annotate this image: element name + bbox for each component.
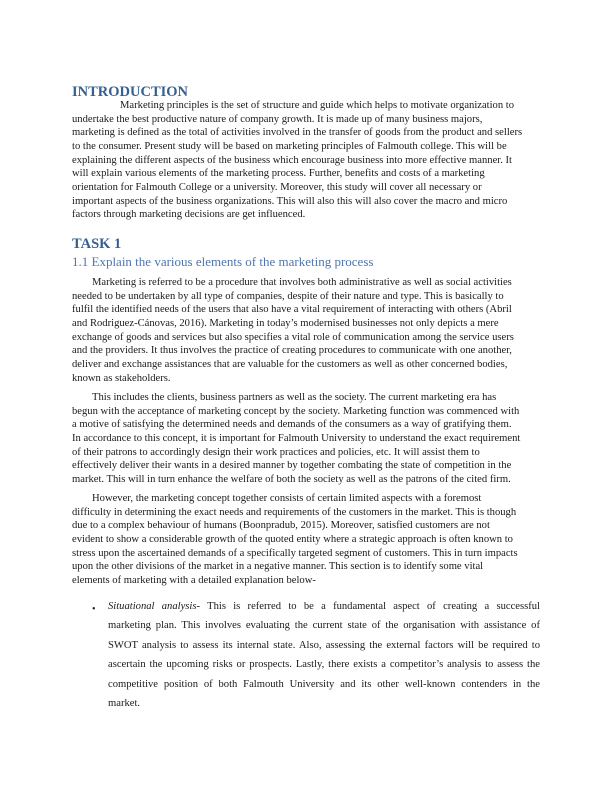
text-line: effectively deliver their wants in a desired manner by together combating the state of competition in the	[72, 460, 512, 472]
text-line: begun with the acceptance of marketing concept by the society. Marketing function was commenced with	[72, 405, 520, 417]
text-line: of their patrons to accordingly design their work practices and policies, etc. It will assist them to	[72, 446, 480, 458]
text-line: undertake the best productive nature of company growth. It is made up of many business majors,	[72, 113, 483, 125]
text-line: will explain various elements of the marketing process. Further, benefits and costs of a marketing	[72, 168, 485, 180]
text-line: orientation for Falmouth College or a university. Moreover, this study will cover all necessary or	[72, 181, 482, 193]
intro-heading: INTRODUCTION	[72, 84, 189, 100]
bullet-icon: •	[92, 604, 96, 615]
text-line: market.	[108, 698, 141, 710]
text-line: evident to show a considerable growth of the quoted entity where a strategic approach is often known to	[72, 533, 513, 545]
intro-paragraph	[72, 99, 540, 222]
text-line: marketing is defined as the total of activities involved in the transfer of goods from the product and sellers	[72, 127, 523, 139]
text-line: stress upon the ascertained demands of a specifically targeted segment of customers. This in turn impacts	[72, 547, 518, 559]
task1-heading: TASK 1	[72, 236, 122, 252]
text-line: marketing plan. This involves evaluating the current state of the organisation with assistance of	[108, 620, 540, 632]
text-line: factors through marketing decisions are get influenced.	[72, 209, 306, 221]
text-line: to the consumer. Present study will be based on marketing principles of Falmouth college. This will be	[72, 140, 507, 152]
text-line: In accordance to this concept, it is important for Falmouth University to understand the exact requirement	[72, 432, 521, 444]
text-line: important aspects of the business organizations. This will also this will also cover the macro and micro	[72, 195, 508, 207]
text-line: a motive of satisfying the determined needs and demands of the consumers as a way of gratifying them.	[72, 419, 512, 431]
bullet-term: Situational analysis	[108, 601, 197, 612]
text-line: fulfil the identified needs of the users that also have a vital requirement of interacting with others (Abril	[72, 304, 512, 316]
text-line: elements of marketing with a detailed explanation below-	[72, 574, 316, 586]
text-line: known as stakeholders.	[72, 372, 171, 384]
text-line: market. This will in turn enhance the welfare of both the society as well as the patrons of the cited firm.	[72, 473, 511, 485]
text-line: SWOT analysis to assess its internal state. Also, assessing the external factors will be required to	[108, 639, 540, 651]
task1-paragraph-1	[72, 276, 540, 385]
text-line: Marketing principles is the set of structure and guide which helps to motivate organization to	[120, 100, 515, 111]
text-line: due to a complex behaviour of humans (Boonpradub, 2015). Moreover, satisfied customers are not	[72, 520, 490, 532]
text-line: exchange of goods and services but also specifies a vital role of communication among the service users	[72, 331, 514, 343]
text-line: difficulty in determining the exact needs and requirements of the customers in the market. This is though	[72, 506, 517, 518]
text-line: and the providers. It thus involves the practice of creating procedures to communicate with one another,	[72, 345, 512, 357]
text-line: explaining the different aspects of the business which encourage business into more effective manner. It	[72, 154, 512, 166]
text-line: This includes the clients, business partners as well as the society. The current marketing era has	[92, 392, 497, 403]
text-line: However, the marketing concept together consists of certain limited aspects with a foremost	[92, 493, 482, 504]
text-line: and Rodriguez-Cánovas, 2016). Marketing in today’s modernised businesses not only depicts a mere	[72, 317, 499, 329]
text-line: ascertain the upcoming risks or prospects. Lastly, there exists a competitor’s analysis to assess the	[108, 659, 540, 671]
bullet-first-line-text: - This is referred to be a fundamental aspect of creating a successful	[196, 601, 540, 612]
task1-subheading: 1.1 Explain the various elements of the marketing process	[72, 254, 374, 269]
text-line: Marketing is referred to be a procedure that involves both administrative as well as social activities	[92, 277, 512, 288]
text-line: needed to be undertaken by all type of companies, despite of their nature and type. This is basically to	[72, 290, 504, 302]
bullet-situational-analysis	[108, 597, 540, 713]
text-line: upon the other divisions of the market in a negative manner. This section is to identify some vital	[72, 561, 484, 573]
text-line: competitive position of both Falmouth University and its other well-known contenders in the	[108, 678, 540, 690]
task1-paragraph-3	[72, 492, 540, 588]
bullet-first-line	[108, 597, 540, 616]
task1-paragraph-2	[72, 391, 540, 487]
text-line: deliver and exchange assistances that are valuable for the customers as well as other concerned bodies,	[72, 358, 508, 370]
